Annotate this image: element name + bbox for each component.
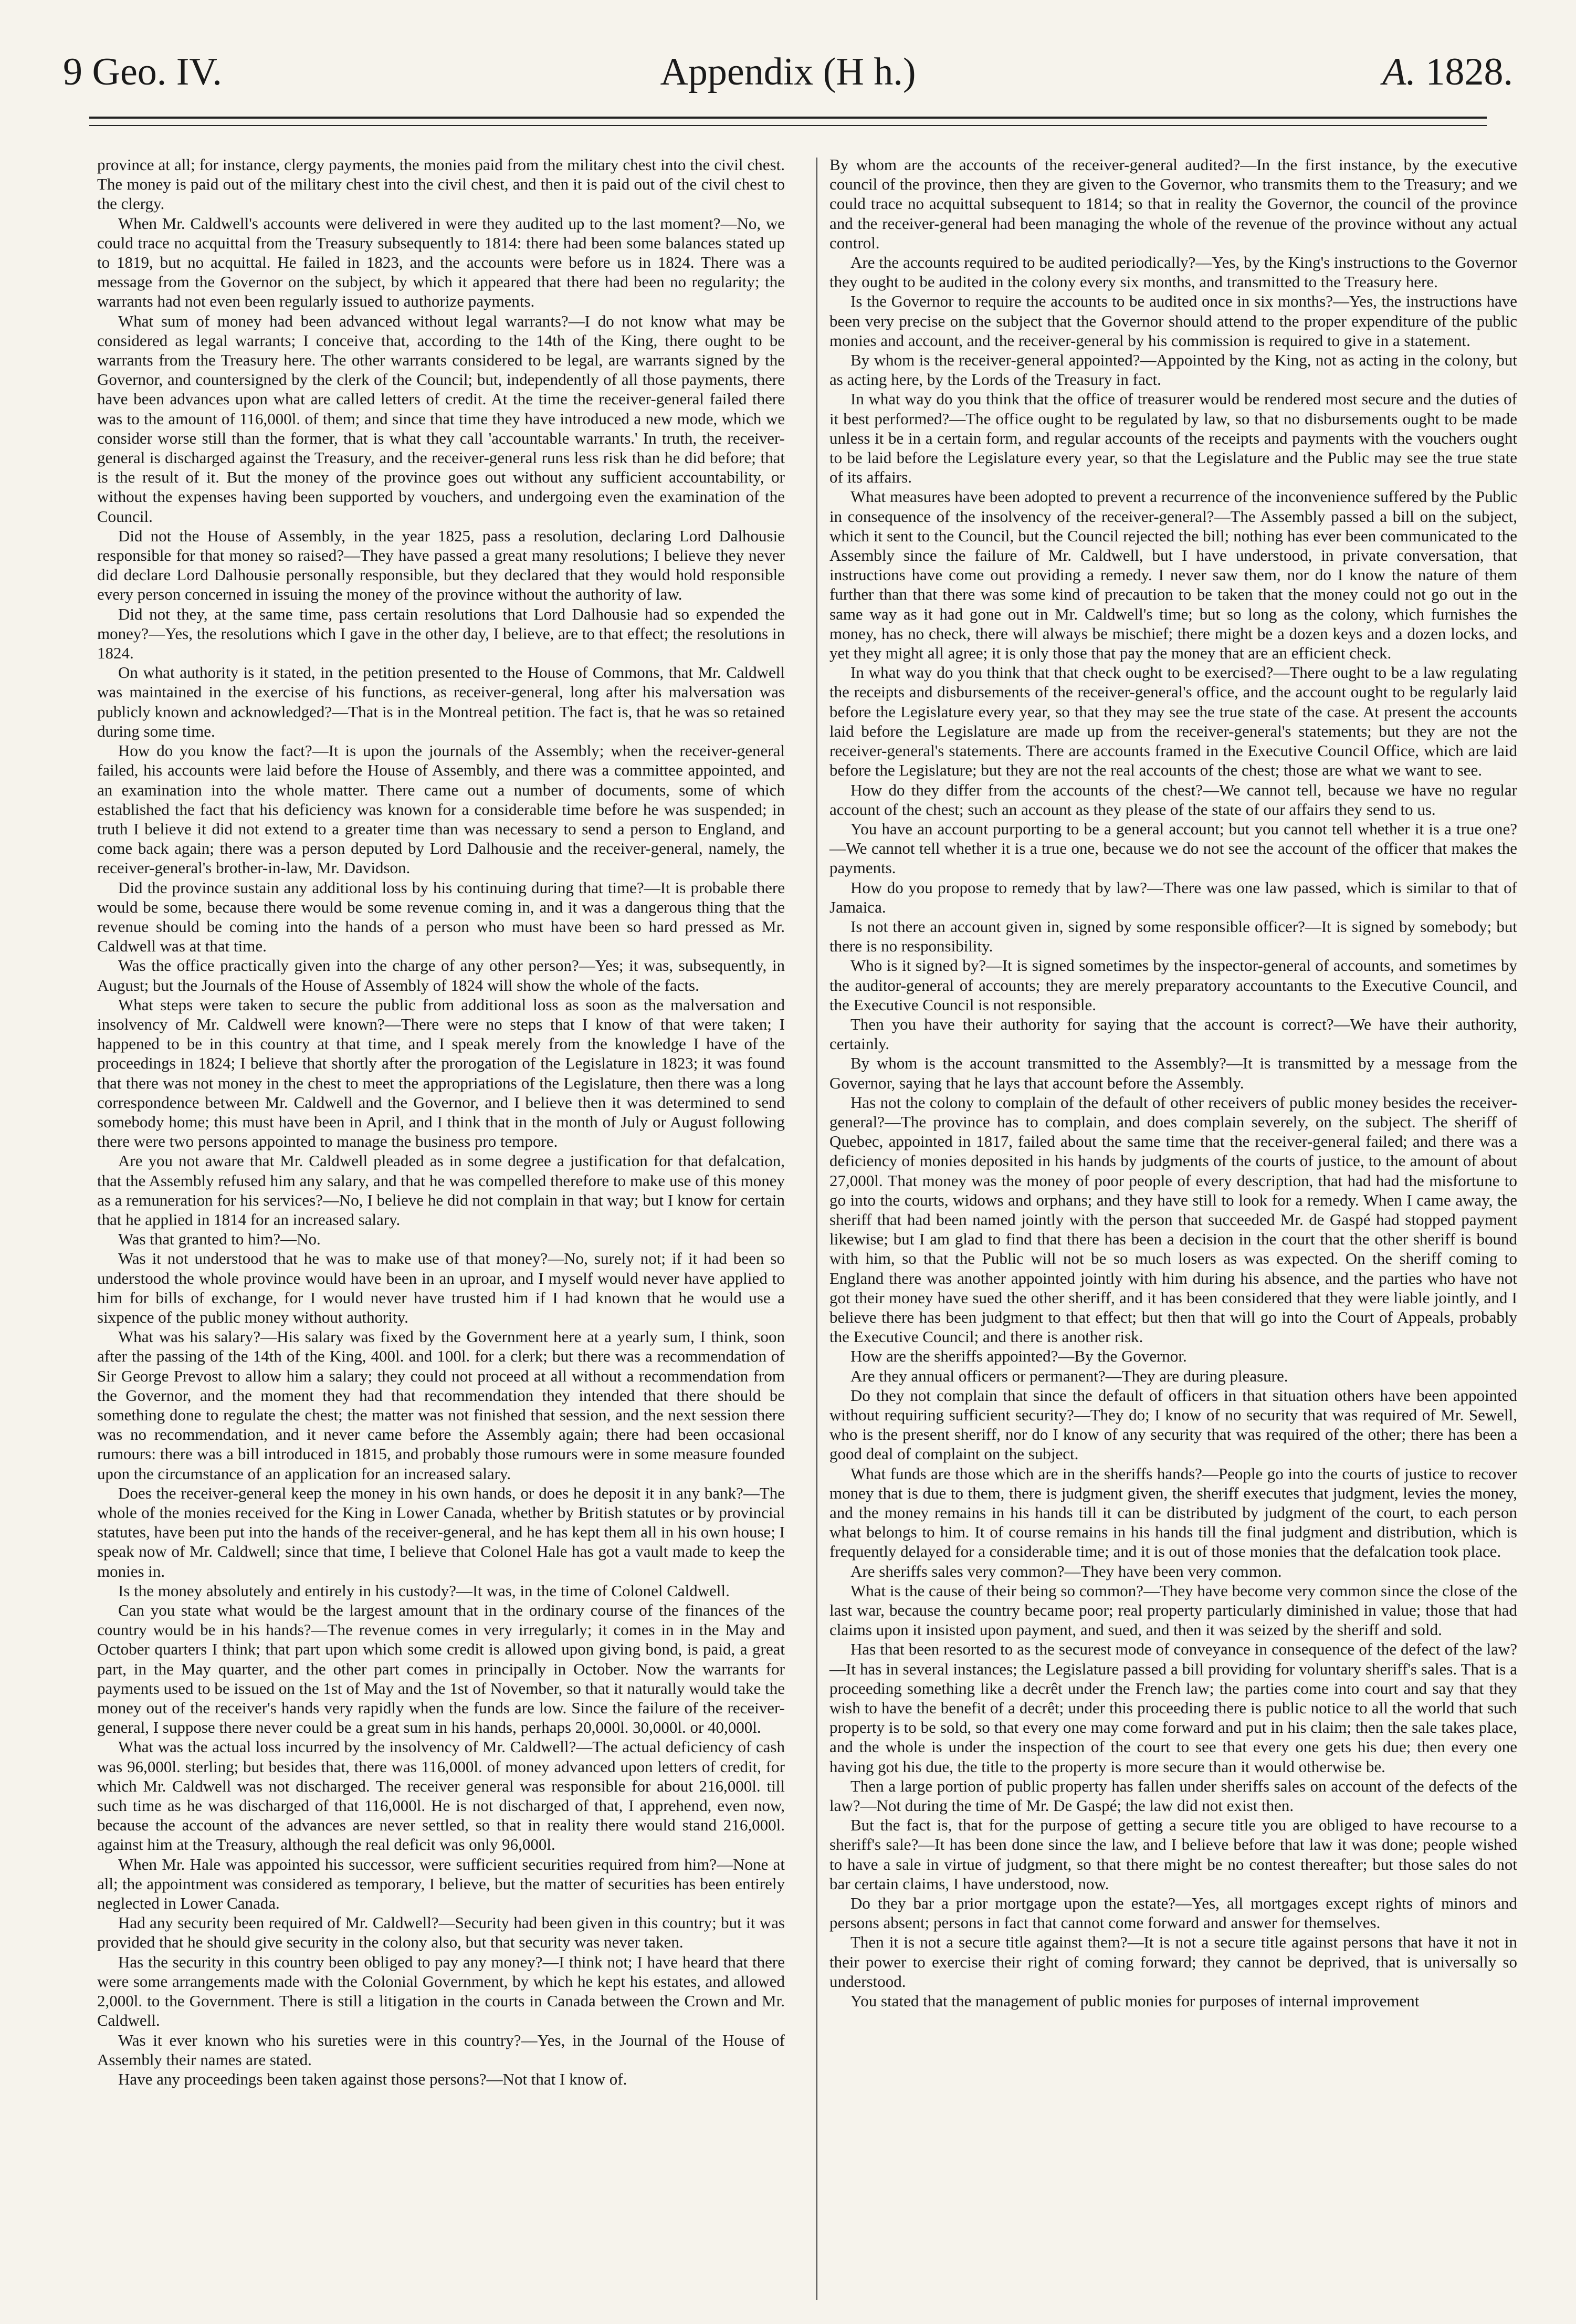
testimony-paragraph: When Mr. Caldwell's accounts were delivered in were they audited up to the last moment?—No, we could trace no acquittal from the Treasury subsequently to 1814: there had been some balances stated up to 1819, but no acquittal. He failed in 1823, and the accounts were before us in 1824. There was a message from the Governor on the subject, by which it appeared that there had been no regularity; the warrants had not even been regularly issued to authorize payments.	[97, 214, 785, 311]
testimony-paragraph: Are the accounts required to be audited periodically?—Yes, by the King's instructions to the Governor they ought to be audited in the colony every six months, and transmitted to the Treasury here.	[829, 253, 1517, 291]
page-header	[63, 50, 1513, 97]
testimony-paragraph: Do they bar a prior mortgage upon the estate?—Yes, all mortgages except rights of minors and persons absent; persons in fact that cannot come forward and answer for themselves.	[829, 1894, 1517, 1932]
testimony-paragraph: When Mr. Hale was appointed his successor, were sufficient securities required from him?—None at all; the appointment was considered as temporary, I believe, but the matter of securities has been entirely neglected in Lower Canada.	[97, 1855, 785, 1913]
testimony-paragraph: By whom are the accounts of the receiver-general audited?—In the first instance, by the executive council of the province, then they are given to the Governor, who transmits them to the Treasury; and we could trace no acquittal subsequent to 1814; so that in reality the Governor, the council of the province and the receiver-general had been managing the whole of the revenue of the province without any actual control.	[829, 155, 1517, 252]
testimony-paragraph: Can you state what would be the largest amount that in the ordinary course of the finances of the country would be in his hands?—The revenue comes in very irregularly; it comes in in the May and October quarters I think; that part upon which some credit is allowed upon giving bond, is paid, a great part, in the May quarter, and the other part comes in principally in October. Now the warrants for payments used to be issued on the 1st of May and the 1st of November, so that it naturally would take the money out of the receiver's hands very rapidly when the funds are low. Since the failure of the receiver-general, I suppose there never could be a great sum in his hands, perhaps 20,000l. 30,000l. or 40,000l.	[97, 1601, 785, 1737]
testimony-paragraph: Was the office practically given into the charge of any other person?—Yes; it was, subsequently, in August; but the Journals of the House of Assembly of 1824 will show the whole of the facts.	[97, 956, 785, 994]
session-reference: 9 Geo. IV.	[63, 50, 222, 93]
testimony-paragraph: Has not the colony to complain of the default of other receivers of public money besides the receiver-general?—The province has to complain, and does complain severely, on the subject. The sheriff of Quebec, appointed in 1817, failed about the same time that the receiver-general failed; and there was a deficiency of monies deposited in his hands by judgments of the courts of justice, to the amount of about 27,000l. That money was the money of poor people of every description, that had had the misfortune to go into the courts, widows and orphans; and they have still to look for a remedy. When I came away, the sheriff that had been named jointly with the person that succeeded Mr. de Gaspé had stopped payment likewise; but I am glad to find that there has been a decision in the court that the other sheriff is bound with him, so that the Public will not be so much losers as was expected. On the sheriff coming to England there was another appointed jointly with him during his absence, and the parties who have not got their money have sued the other sheriff, and it has been considered that they were liable jointly, and I believe there has been judgment to that effect; but then that will go into the Court of Appeals, probably the Executive Council; and there is another risk.	[829, 1093, 1517, 1346]
testimony-paragraph: What sum of money had been advanced without legal warrants?—I do not know what may be considered as legal warrants; I conceive that, according to the 14th of the King, there ought to be warrants from the Treasury here. The other warrants considered to be legal, are warrants signed by the Governor, and countersigned by the clerk of the Council; but, independently of all those payments, there have been advances upon what are called letters of credit. At the time the receiver-general failed there was to the amount of 116,000l. of them; and since that time they have introduced a new mode, which we consider worse still than the former, that is what they call 'accountable warrants.' In truth, the receiver-general is discharged against the Treasury, and the receiver-general runs less risk than he did before; that is the result of it. But the money of the province goes out without any sufficient accountability, or without the expenses having been supported by vouchers, and undergoing even the examination of the Council.	[97, 311, 785, 526]
year-reference	[1382, 50, 1513, 95]
testimony-paragraph: How do they differ from the accounts of the chest?—We cannot tell, because we have no regular account of the chest; such an account as they please of the state of our affairs they send to us.	[829, 780, 1517, 819]
testimony-paragraph: What was the actual loss incurred by the insolvency of Mr. Caldwell?—The actual deficiency of cash was 96,000l. sterling; but besides that, there was 116,000l. of money advanced upon letters of credit, for which Mr. Caldwell was not discharged. The receiver general was responsible for about 216,000l. till such time as he was discharged of that 116,000l. He is not discharged of that, I apprehend, even now, because the account of the advances are never settled, so that in reality there would stand 216,000l. against him at the Treasury, although the real deficit was only 96,000l.	[97, 1737, 785, 1854]
testimony-paragraph: But the fact is, that for the purpose of getting a secure title you are obliged to have recourse to a sheriff's sale?—It has been done since the law, and I believe before that law it was done; people wished to have a sale in virtue of judgment, so that there might be no contest thereafter; but those sales do not bar certain claims, I have understood, now.	[829, 1816, 1517, 1893]
testimony-paragraph: Then a large portion of public property has fallen under sheriffs sales on account of the defects of the law?—Not during the time of Mr. De Gaspé; the law did not exist then.	[829, 1776, 1517, 1815]
testimony-paragraph: Is the money absolutely and entirely in his custody?—It was, in the time of Colonel Caldwell.	[118, 1581, 730, 1600]
testimony-paragraph: Then you have their authority for saying that the account is correct?—We have their authority, certainly.	[829, 1014, 1517, 1053]
testimony-paragraph: By whom is the account transmitted to the Assembly?—It is transmitted by a message from the Governor, saying that he lays that account before the Assembly.	[829, 1054, 1517, 1092]
testimony-paragraph: Has that been resorted to as the securest mode of conveyance in consequence of the defect of the law?—It has in several instances; the Legislature passed a bill providing for voluntary sheriff's sales. That is a proceeding something like a decrêt under the French law; the parties come into court and say that they wish to have the benefit of a decrêt; under this proceeding there is public notice to all the world that such property is to be sold, so that every one may come forward and put in his claim; then the sale takes place, and the whole is under the inspection of the court to see that every one gets his due; then every one having got his due, the title to the property is more secure than it would otherwise be.	[829, 1640, 1517, 1776]
testimony-paragraph: Who is it signed by?—It is signed sometimes by the inspector-general of accounts, and sometimes by the auditor-general of accounts; they are merely preparatory accountants to the Executive Council, and the Executive Council is not responsible.	[829, 956, 1517, 1014]
testimony-paragraph: Does the receiver-general keep the money in his own hands, or does he deposit it in any bank?—The whole of the monies received for the King in Lower Canada, whether by British statutes or by provincial statutes, have been put into the hands of the receiver-general, and he has kept them all in his own house; I speak now of Mr. Caldwell; since that time, I believe that Colonel Hale has got a vault made to keep the monies in.	[97, 1483, 785, 1580]
testimony-paragraph: Have any proceedings been taken against those persons?—Not that I know of.	[118, 2069, 627, 2088]
testimony-paragraph: Are they annual officers or permanent?—They are during pleasure.	[850, 1366, 1288, 1385]
testimony-paragraph: Did not the House of Assembly, in the year 1825, pass a resolution, declaring Lord Dalhousie responsible for that money so raised?—They have passed a great many resolutions; I believe they never did declare Lord Dalhousie personally responsible, but they declared that they would hold responsible every person concerned in issuing the money of the province without the authority of law.	[97, 526, 785, 604]
testimony-paragraph: Then it is not a secure title against them?—It is not a secure title against persons that have it not in their power to exercise their right of coming forward; they cannot be deprived, that is universally so understood.	[829, 1933, 1517, 1991]
testimony-paragraph: In what way do you think that that check ought to be exercised?—There ought to be a law regulating the receipts and disbursements of the receiver-general's office, and the account ought to be regularly laid before the Legislature every year, so that they may see the true state of the case. At present the accounts laid before the Legislature are made up from the receiver-general's statements; but they are not the receiver-general's statements. There are accounts framed in the Executive Council Office, which are laid before the Legislature; but they are not the real accounts of the chest; those are what we want to see.	[829, 663, 1517, 780]
testimony-paragraph: How do you know the fact?—It is upon the journals of the Assembly; when the receiver-general failed, his accounts were laid before the House of Assembly, and there was a committee appointed, and an examination into the whole matter. There came out a number of documents, some of which established the fact that his deficiency was known for a considerable time before he was suspended; in truth I believe it did not extend to a greater time than was necessary to send a person to England, and come back again; there was a person deputed by Lord Dalhousie and the receiver-general, namely, the receiver-general's brother-in-law, Mr. Davidson.	[97, 741, 785, 877]
testimony-paragraph: What funds are those which are in the sheriffs hands?—People go into the courts of justice to recover money that is due to them, there is judgment given, the sheriff executes that judgment, levies the money, and the money remains in his hands till it can be distributed by judgment of the court, to each person what belongs to him. It of course remains in his hands till the final judgment and distribution, which is frequently delayed for a considerable time; and it is out of those monies that the defalcation took place.	[829, 1464, 1517, 1561]
testimony-paragraph: Did the province sustain any additional loss by his continuing during that time?—It is probable there would be some, because there would be some revenue coming in, and it was a dangerous thing that the revenue should be coming into the hands of a person who must have been so hard pressed as Mr. Caldwell was at that time.	[97, 878, 785, 956]
appendix-title: Appendix (H h.)	[660, 50, 916, 93]
testimony-paragraph: In what way do you think that the office of treasurer would be rendered most secure and the duties of it best performed?—The office ought to be regulated by law, so that no disbursements ought to be made unless it be in a certain form, and regular accounts of the receipts and payments with the vouchers ought to be laid before the Legislature every year, so that the Legislature and the Public may see the true state of its affairs.	[829, 390, 1517, 487]
appendix-letter: A.	[1382, 50, 1416, 93]
testimony-paragraph: Was it not understood that he was to make use of that money?—No, surely not; if it had been so understood the whole province would have been in an uproar, and I myself would never have applied to him for bills of exchange, for I would never have trusted him if I had known that he would use a sixpence of the public money without authority.	[97, 1249, 785, 1326]
testimony-paragraph: Is the Governor to require the accounts to be audited once in six months?—Yes, the instructions have been very precise on the subject that the Governor should attend to the proper expenditure of the public monies and account, and the receiver-general by his commission is required to give in a statement.	[829, 292, 1517, 350]
header-rule-thin	[89, 125, 1487, 126]
testimony-paragraph: Has the security in this country been obliged to pay any money?—I think not; I have heard that there were some arrangements made with the Colonial Government, by which he kept his estates, and allowed 2,000l. to the Government. There is still a litigation in the courts in Canada between the Crown and Mr. Caldwell.	[97, 1952, 785, 2030]
testimony-paragraph: What was his salary?—His salary was fixed by the Government here at a yearly sum, I think, soon after the passing of the 14th of the King, 400l. and 100l. for a clerk; but there was a recommendation of Sir George Prevost to allow him a salary; they could not proceed at all without a recommendation from the Governor, and the moment they had that recommendation they intended that there should be something done to regulate the chest; the matter was not finished that session, and the next session there was no recommendation, and it never came before the Assembly again; there had been occasional rumours: there was a bill introduced in 1815, and probably those rumours were in some measure founded upon the circumstance of an application for an increased salary.	[97, 1327, 785, 1483]
testimony-paragraph: Had any security been required of Mr. Caldwell?—Security had been given in this country; but it was provided that he should give security in the colony also, but that security was never taken.	[97, 1913, 785, 1952]
left-column	[97, 155, 785, 2089]
testimony-paragraph: What is the cause of their being so common?—They have become very common since the close of the last war, because the country became poor; real property particularly diminished in value; those that had claims upon it insisted upon payment, and sued, and then it was seized by the sheriff and sold.	[829, 1581, 1517, 1639]
testimony-paragraph: Are sheriffs sales very common?—They have been very common.	[850, 1562, 1282, 1580]
testimony-paragraph: What steps were taken to secure the public from additional loss as soon as the malversation and insolvency of Mr. Caldwell were known?—There were no steps that I know of that were taken; I happened to be in this country at that time, and I speak merely from the knowledge I have of the proceedings in 1824; I believe that shortly after the prorogation of the Legislature in 1823; it was found that there was not money in the chest to meet the appropriations of the Legislature, then there was a long correspondence between Mr. Caldwell and the Governor, and I believe then it was determined to send somebody home; this must have been in April, and I think that in the month of July or August following there were two persons appointed to manage the business pro tempore.	[97, 995, 785, 1151]
right-column	[829, 155, 1517, 2011]
testimony-paragraph: Are you not aware that Mr. Caldwell pleaded as in some degree a justification for that defalcation, that the Assembly refused him any salary, and that he was compelled therefore to make use of this money as a remuneration for his services?—No, I believe he did not complain in that way; but I know for certain that he applied in 1814 for an increased salary.	[97, 1151, 785, 1229]
testimony-paragraph: You stated that the management of public monies for purposes of internal improvement	[850, 1992, 1420, 2011]
testimony-paragraph: On what authority is it stated, in the petition presented to the House of Commons, that Mr. Caldwell was maintained in the exercise of his functions, as receiver-general, long after his malversation was publicly known and acknowledged?—That is in the Montreal petition. The fact is, that he was so retained during some time.	[97, 663, 785, 740]
testimony-paragraph: How do you propose to remedy that by law?—There was one law passed, which is similar to that of Jamaica.	[829, 878, 1517, 916]
testimony-paragraph: Do they not complain that since the default of officers in that situation others have been appointed without requiring sufficient security?—They do; I know of no security that was required of Mr. Sewell, who is the present sheriff, nor do I know of any security that was required of the other; there has been a good deal of complaint on the subject.	[829, 1386, 1517, 1463]
testimony-paragraph: Was it ever known who his sureties were in this country?—Yes, in the Journal of the House of Assembly their names are stated.	[97, 2030, 785, 2069]
testimony-paragraph: What measures have been adopted to prevent a recurrence of the inconvenience suffered by the Public in consequence of the insolvency of the receiver-general?—The Assembly passed a bill on the subject, which it sent to the Council, but the Council rejected the bill; nothing has ever been communicated to the Assembly since the failure of Mr. Caldwell, but I have understood, in private conversation, that instructions have come out providing a remedy. I never saw them, nor do I know the nature of them further than that there was some kind of precaution to be taken that the money could not go out in the same way as it had gone out in Mr. Caldwell's time; but so long as the colony, which furnishes the money, has no check, there will always be mischief; there might be a dozen keys and a dozen locks, and yet they might all agree; it is only those that pay the money that are an efficient check.	[829, 487, 1517, 663]
testimony-paragraph: How are the sheriffs appointed?—By the Governor.	[850, 1347, 1187, 1366]
year: 1828.	[1425, 50, 1513, 93]
text-columns	[97, 155, 1517, 2303]
testimony-paragraph: You have an account purporting to be a general account; but you cannot tell whether it is a true one?—We cannot tell whether it is a true one, because we do not see the account of the officer that makes the payments.	[829, 819, 1517, 877]
testimony-paragraph: Was that granted to him?—No.	[118, 1230, 321, 1249]
testimony-paragraph: Did not they, at the same time, pass certain resolutions that Lord Dalhousie had so expended the money?—Yes, the resolutions which I gave in the other day, I believe, are to that effect; the resolutions in 1824.	[97, 604, 785, 663]
header-rule-thick	[89, 117, 1487, 119]
testimony-paragraph: By whom is the receiver-general appointed?—Appointed by the King, not as acting in the colony, but as acting here, by the Lords of the Treasury in fact.	[829, 351, 1517, 389]
testimony-paragraph: province at all; for instance, clergy payments, the monies paid from the military chest into the civil chest. The money is paid out of the military chest into the civil chest, and then it is paid out of the civil chest to the clergy.	[97, 155, 785, 213]
testimony-paragraph: Is not there an account given in, signed by some responsible officer?—It is signed by somebody; but there is no responsibility.	[829, 917, 1517, 956]
